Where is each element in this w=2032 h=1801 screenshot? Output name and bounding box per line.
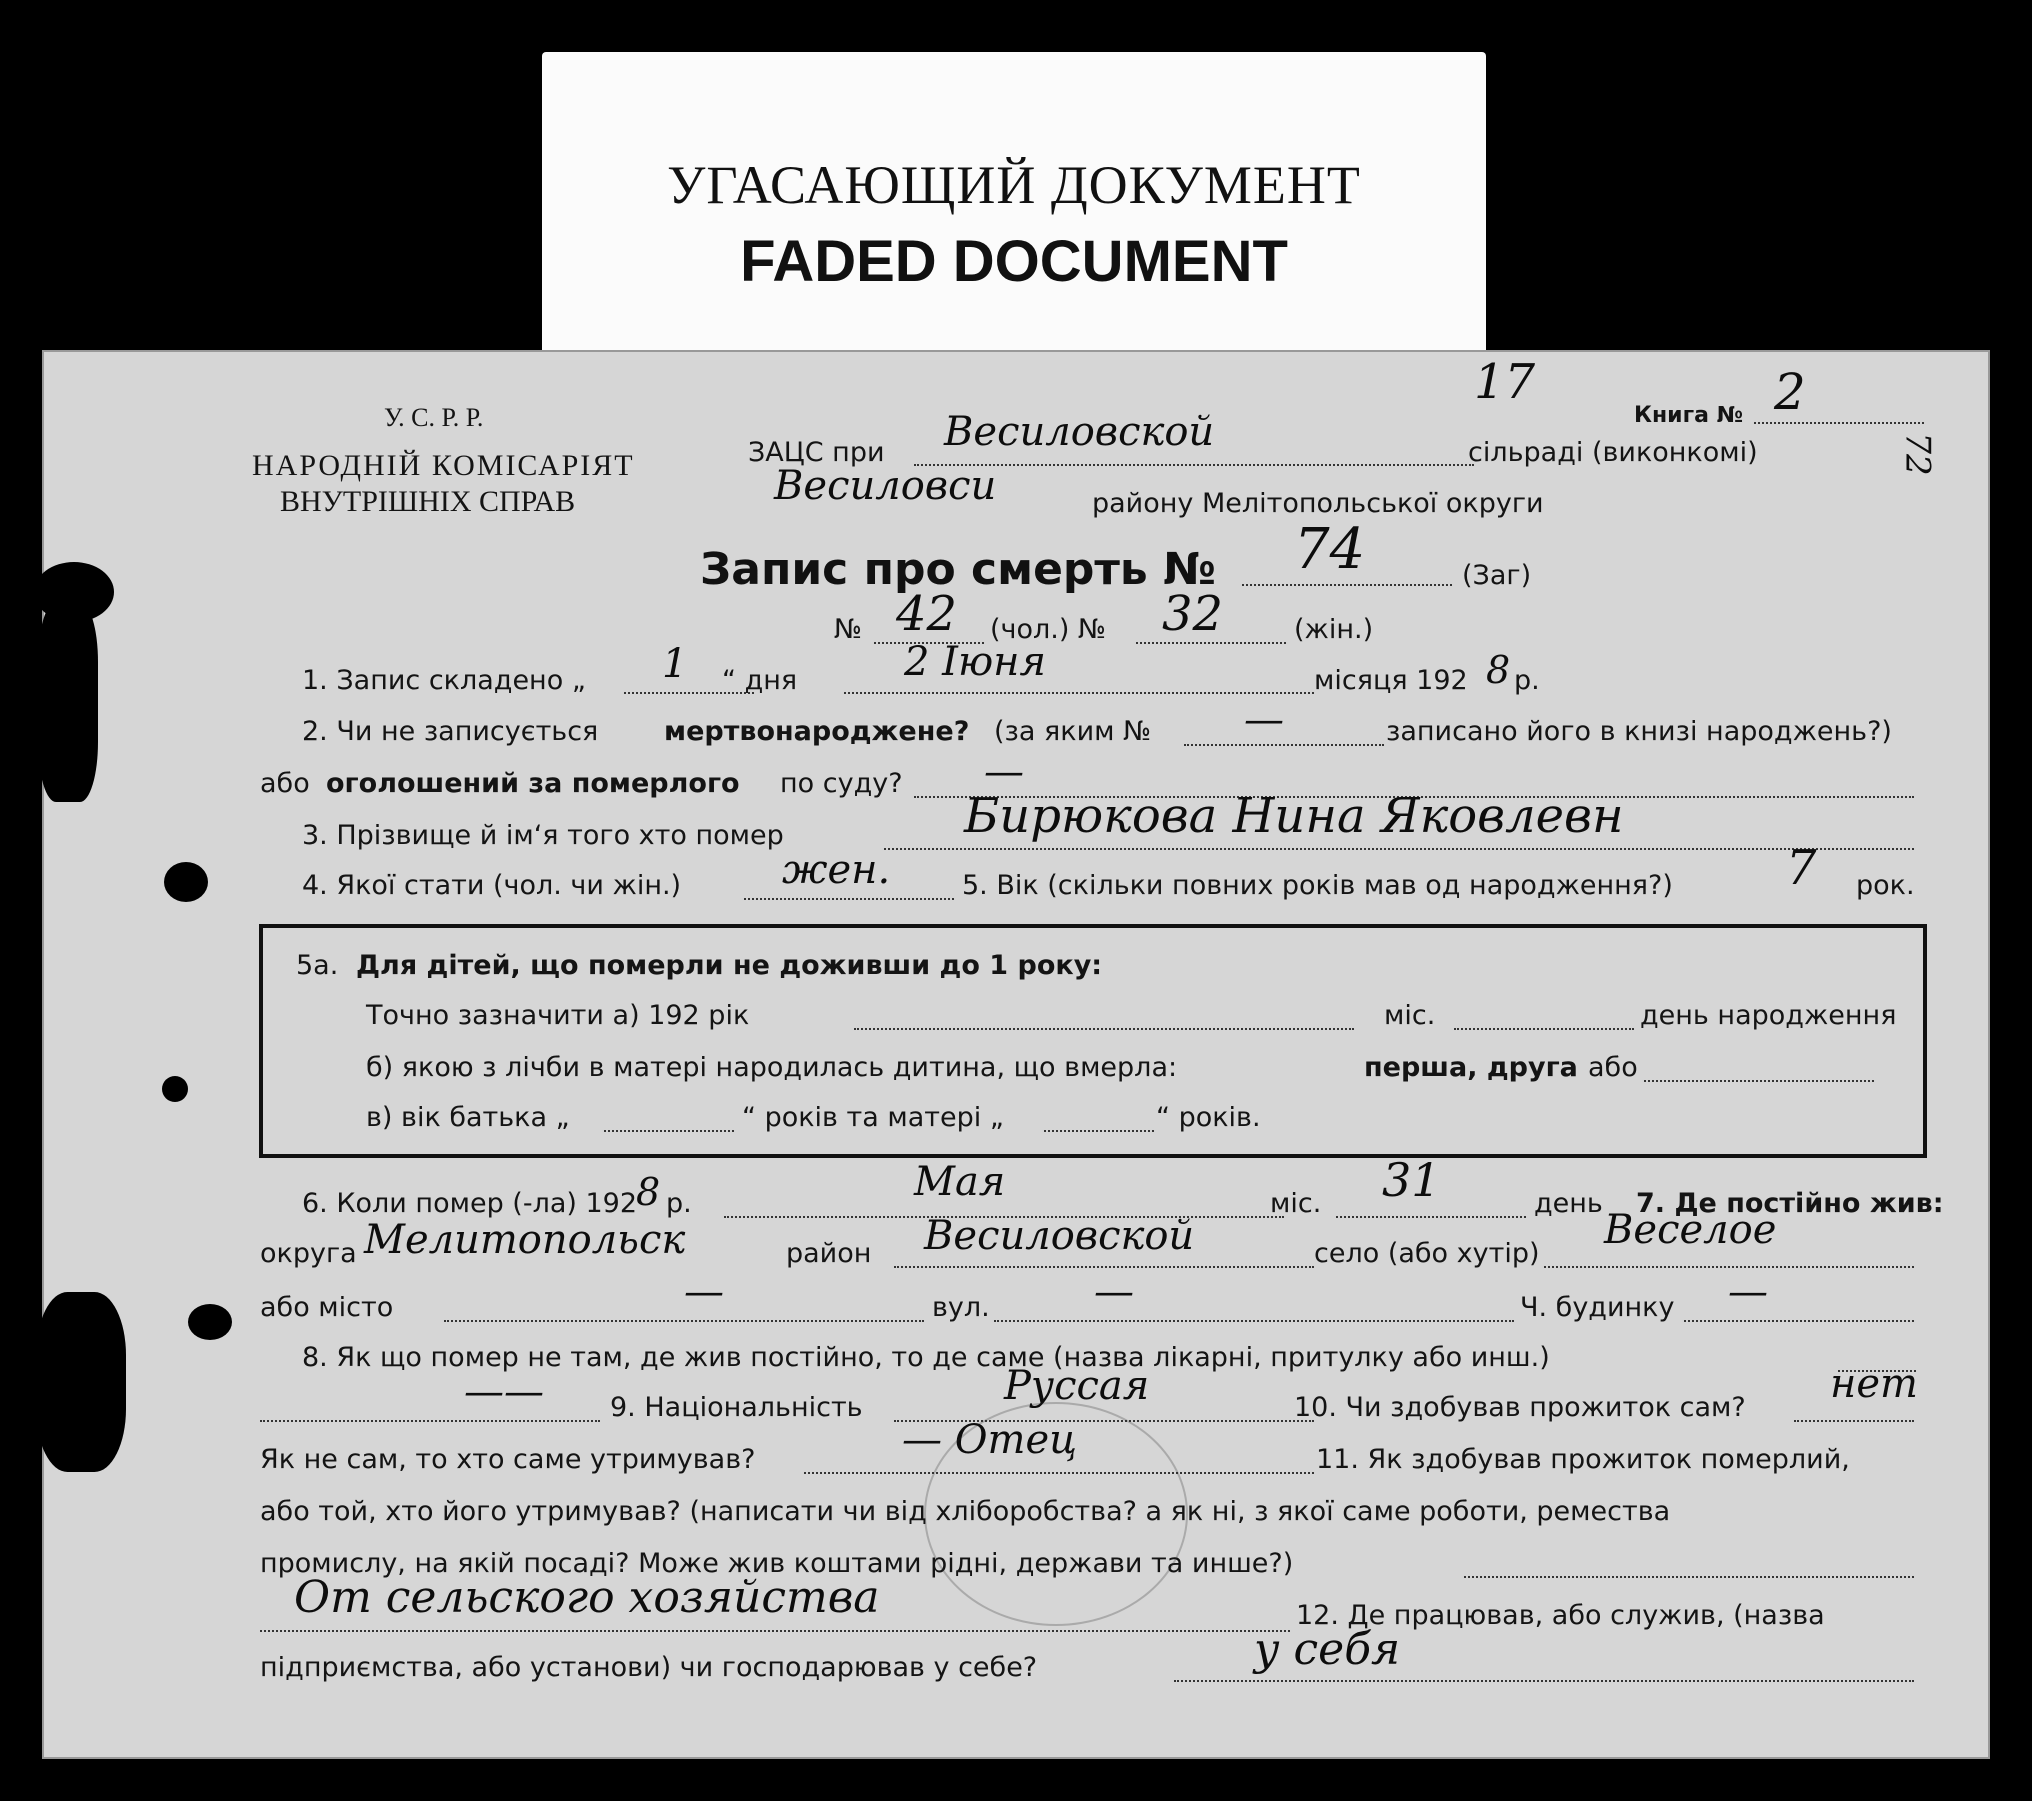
field-12-value: у себя: [1254, 1624, 1401, 1675]
field-4-value: жен.: [782, 847, 891, 893]
commissariat-line-1: НАРОДНІЙ КОМІСАРІЯТ: [252, 449, 635, 482]
vul-line: [994, 1320, 1514, 1322]
zags-value: Весиловской: [944, 409, 1215, 455]
punch-hole: [164, 862, 208, 902]
record-number: 74: [1294, 517, 1366, 582]
field-8-label: 8. Як що помер не там, де жив постійно, то де саме (назва лікарні, притулку або инш.): [302, 1342, 1550, 1373]
field-5-end: рок.: [1856, 870, 1915, 901]
field-6-day-line: [1336, 1216, 1526, 1218]
binding-hole: [36, 1292, 126, 1472]
field-7-label: 7. Де постійно жив:: [1636, 1188, 1944, 1219]
selo-label: село (або хутір): [1314, 1238, 1540, 1269]
zags-label: ЗАЦС при: [748, 437, 885, 468]
field-2-c: (за яким №: [994, 716, 1152, 747]
budynku-label: Ч. будинку: [1520, 1292, 1675, 1323]
female-line: [1136, 642, 1286, 644]
field-11-label: 11. Як здобував прожиток померлий,: [1316, 1444, 1850, 1475]
field-9-label: 9. Національність: [610, 1392, 863, 1423]
field-1-mid: “ дня: [722, 665, 798, 696]
document-status-card: [542, 52, 1486, 364]
field-11-line-3: промислу, на якій посаді? Може жив коштами рідні, держави та инше?): [260, 1548, 1294, 1579]
field-3-label: 3. Прізвище й ім‘я того хто помер: [302, 820, 784, 851]
okruga-value: Мелитопольск: [364, 1217, 686, 1263]
field-6-r: р.: [666, 1188, 692, 1219]
infant-row-a-end: день народження: [1640, 1000, 1897, 1031]
field-2-a: 2. Чи не записується: [302, 716, 599, 747]
field-2-f: оголошений за померлого: [326, 768, 740, 799]
field-6-month: Мая: [914, 1159, 1006, 1205]
punch-hole: [162, 1076, 188, 1102]
field-1-end: р.: [1514, 665, 1540, 696]
field-10-line: [1794, 1420, 1914, 1422]
book-label: Книга №: [1634, 403, 1744, 428]
field-2-e: або: [260, 768, 310, 799]
field-12-label: 12. Де працював, або служив, (назва: [1296, 1600, 1825, 1631]
raion-value: Весиловской: [924, 1213, 1195, 1259]
field-1-label: 1. Запис складено „: [302, 665, 586, 696]
infant-row-b-bold: перша, друга: [1364, 1052, 1578, 1083]
label-english: FADED DOCUMENT: [740, 229, 1288, 294]
field-1-year: 8: [1486, 648, 1511, 692]
field-8-value: ——: [464, 1369, 544, 1415]
zags-line: [914, 464, 1474, 466]
field-5-value: 7: [1786, 840, 1817, 896]
field-9-value: Руссая: [1004, 1363, 1150, 1409]
male-no-label: №: [834, 614, 863, 645]
infant-heading-num: 5а.: [296, 950, 339, 981]
punch-hole: [188, 1304, 232, 1340]
misto-value: —: [684, 1269, 724, 1315]
death-record-form: [42, 350, 1990, 1759]
field-4-line: [744, 898, 954, 900]
field-3-line: [884, 848, 1914, 850]
district-label: району Мелітопольської округи: [1092, 488, 1544, 519]
faded-stamp: [924, 1402, 1188, 1626]
misto-label: або місто: [260, 1292, 394, 1323]
field-12-line-2: підприємства, або установи) чи господарював у себе?: [260, 1652, 1038, 1683]
field-11-value-line: [260, 1630, 1290, 1632]
field-11-line-4: [1464, 1576, 1914, 1578]
raion-line: [894, 1266, 1314, 1268]
margin-note: 72: [1897, 432, 1938, 476]
label-russian: УГАСАЮЩИЙ ДОКУМЕНТ: [667, 155, 1361, 215]
book-line: [1754, 422, 1924, 424]
infant-row-a-mis: міс.: [1384, 1000, 1436, 1031]
field-6-den: день: [1534, 1188, 1603, 1219]
field-10-value: нет: [1830, 1361, 1918, 1407]
infant-row-c-line-2: [1044, 1130, 1154, 1132]
field-6-label: 6. Коли помер (-ла) 192: [302, 1188, 638, 1219]
field-11-value: От сельского хозяйства: [294, 1572, 880, 1623]
field-2-g-value: —: [984, 749, 1024, 795]
field-12-line: [1174, 1680, 1914, 1682]
field-6-year: 8: [636, 1170, 661, 1214]
infant-row-b-line: [1644, 1080, 1874, 1082]
infant-row-c-mid: “ років та матері „: [742, 1102, 1004, 1133]
field-1-day: 1: [662, 641, 688, 687]
selo-value: Веселое: [1604, 1207, 1777, 1253]
misto-line: [444, 1320, 924, 1322]
budynku-value: —: [1728, 1269, 1768, 1315]
male-label: (чол.) №: [990, 614, 1107, 645]
commissariat-line-2: ВНУТРІШНІХ СПРАВ: [280, 485, 576, 518]
field-1-month: місяця 192: [1314, 665, 1468, 696]
field-2-value: —: [1244, 697, 1284, 743]
district-value: Весиловси: [774, 463, 997, 509]
selrada-label: сільраді (виконкомі): [1468, 437, 1758, 468]
field-6-day: 31: [1382, 1153, 1441, 1207]
field-11-line-2: або той, хто його утримував? (написати чи від хліборобства? а як ні, з якої саме роботи, ремества: [260, 1496, 1671, 1527]
field-2-d: записано його в книзі народжень?): [1386, 716, 1892, 747]
field-5-label: 5. Вік (скільки повних років мав од народження?): [962, 870, 1673, 901]
field-6-mis: міс.: [1270, 1188, 1322, 1219]
infant-row-c-end: “ років.: [1156, 1102, 1261, 1133]
ussr-label: У. С. Р. Р.: [384, 403, 484, 432]
raion-label: район: [786, 1238, 872, 1269]
field-2-g: по суду?: [780, 768, 903, 799]
male-number: 42: [896, 586, 958, 642]
field-2-b: мертвонароджене?: [664, 716, 970, 747]
book-value: 2: [1774, 363, 1806, 421]
handwritten-number: 17: [1474, 354, 1536, 410]
infant-row-c: в) вік батька „: [366, 1102, 570, 1133]
infant-heading: Для дітей, що померли не доживши до 1 року:: [356, 950, 1103, 981]
zag-label: (Заг): [1462, 560, 1532, 591]
vul-label: вул.: [932, 1292, 990, 1323]
record-number-line: [1242, 584, 1452, 586]
vul-value: —: [1094, 1269, 1134, 1315]
infant-row-a-line-1: [854, 1028, 1354, 1030]
binding-hole: [38, 602, 98, 802]
infant-row-a: Точно зазначити а) 192 рік: [366, 1000, 750, 1031]
female-number: 32: [1162, 586, 1224, 642]
field-3-value: Бирюкова Нина Яковлевн: [964, 788, 1624, 844]
infant-row-a-line-2: [1454, 1028, 1634, 1030]
infant-row-b-end: або: [1588, 1052, 1638, 1083]
infant-row-b: б) якою з лічби в матері народилась дитина, що вмерла:: [366, 1052, 1178, 1083]
field-10b-value: — Отец: [902, 1417, 1078, 1463]
field-8-line-2: [260, 1420, 600, 1422]
infant-row-c-line-1: [604, 1130, 734, 1132]
field-1-month-line: [844, 692, 1314, 694]
field-10-label: 10. Чи здобував прожиток сам?: [1294, 1392, 1746, 1423]
female-label: (жін.): [1294, 614, 1374, 645]
field-10b-label: Як не сам, то хто саме утримував?: [260, 1444, 756, 1475]
record-title: Запис про смерть №: [700, 544, 1216, 595]
budynku-line: [1684, 1320, 1914, 1322]
field-2-line: [1184, 744, 1384, 746]
field-1-value: 2 Іюня: [904, 639, 1047, 685]
field-4-label: 4. Якої стати (чол. чи жін.): [302, 870, 682, 901]
selo-line: [1544, 1266, 1914, 1268]
okruga-label: округа: [260, 1238, 357, 1269]
